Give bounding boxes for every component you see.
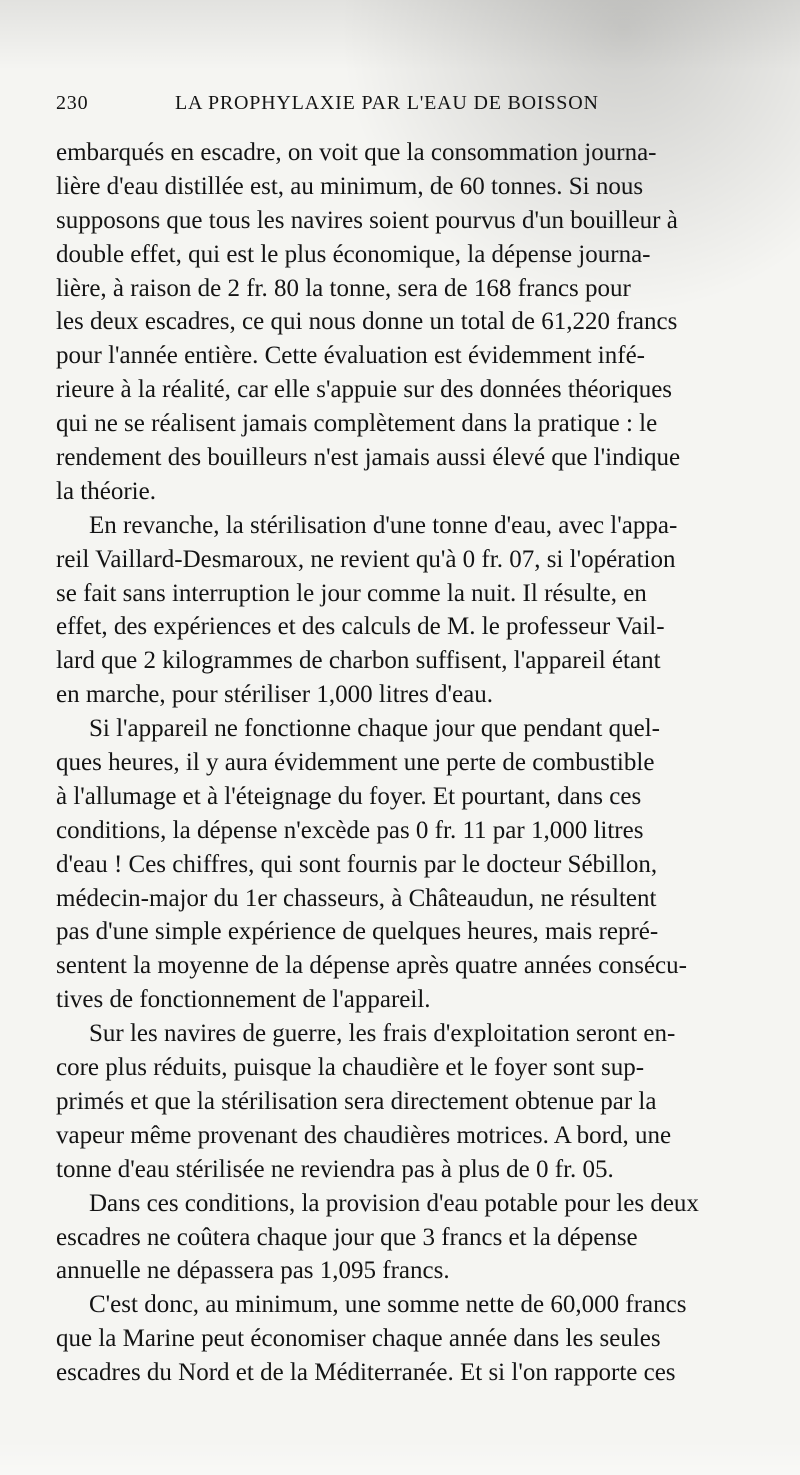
- text-line: tonne d'eau stérilisée ne reviendra pas à plus de 0 fr. 05.: [56, 1155, 614, 1183]
- text-line: escadres du Nord et de la Méditerranée. Et si l'on rapporte ces: [56, 1359, 676, 1387]
- text-line: lière, à raison de 2 fr. 80 la tonne, sera de 168 francs pour: [56, 274, 631, 302]
- text-line: effet, des expériences et des calculs de M. le professeur Vail-: [56, 613, 665, 641]
- text-line: embarqués en escadre, on voit que la consommation journa-: [56, 139, 657, 166]
- text-line: rieure à la réalité, car elle s'appuie sur des données théoriques: [56, 376, 673, 404]
- text-line: pas d'une simple expérience de quelques heures, mais repré-: [56, 918, 659, 946]
- running-head-title: LA PROPHYLAXIE PAR L'EAU DE BOISSON: [175, 92, 599, 114]
- text-line: rendement des bouilleurs n'est jamais aussi élevé que l'indique: [56, 444, 681, 472]
- text-line: primés et que la stérilisation sera directement obtenue par la: [56, 1087, 657, 1115]
- paragraph-first-line: C'est donc, au minimum, une somme nette de 60,000 francs: [89, 1291, 687, 1319]
- text-line: à l'allumage et à l'éteignage du foyer. Et pourtant, dans ces: [56, 782, 642, 810]
- paragraph-first-line: Sur les navires de guerre, les frais d'exploitation seront en-: [89, 1020, 676, 1048]
- text-line: reil Vaillard-Desmaroux, ne revient qu'à 0 fr. 07, si l'opération: [56, 545, 676, 573]
- scan-edge-shadow: [0, 1440, 800, 1475]
- text-line: escadres ne coûtera chaque jour que 3 francs et la dépense: [56, 1223, 638, 1251]
- page-number: 230: [56, 92, 89, 114]
- body-text: [56, 136, 756, 1390]
- text-line: la théorie.: [56, 477, 156, 505]
- text-line: en marche, pour stériliser 1,000 litres d'eau.: [56, 681, 493, 709]
- text-line: lard que 2 kilogrammes de charbon suffisent, l'appareil étant: [56, 647, 661, 675]
- paragraph-first-line: En revanche, la stérilisation d'une tonne d'eau, avec l'appa-: [89, 511, 678, 539]
- text-line: lière d'eau distillée est, au minimum, de 60 tonnes. Si nous: [56, 172, 644, 200]
- text-line: pour l'année entière. Cette évaluation est évidemment infé-: [56, 342, 645, 370]
- text-line: core plus réduits, puisque la chaudière et le foyer sont sup-: [56, 1054, 645, 1082]
- text-line: d'eau ! Ces chiffres, qui sont fournis par le docteur Sébillon,: [56, 850, 658, 878]
- text-line: ques heures, il y aura évidemment une perte de combustible: [56, 749, 655, 777]
- text-line: se fait sans interruption le jour comme la nuit. Il résulte, en: [56, 579, 647, 607]
- paragraph-first-line: Si l'appareil ne fonctionne chaque jour que pendant quel-: [89, 715, 660, 743]
- text-line: que la Marine peut économiser chaque année dans les seules: [56, 1325, 661, 1353]
- text-line: qui ne se réalisent jamais complètement dans la pratique : le: [56, 410, 658, 438]
- text-line: annuelle ne dépassera pas 1,095 francs.: [56, 1257, 450, 1285]
- text-line: supposons que tous les navires soient pourvus d'un bouilleur à: [56, 206, 678, 234]
- paragraph-first-line: Dans ces conditions, la provision d'eau potable pour les deux: [89, 1189, 699, 1217]
- text-line: double effet, qui est le plus économique, la dépense journa-: [56, 240, 651, 268]
- text-line: sentent la moyenne de la dépense après quatre années consécu-: [56, 952, 687, 980]
- text-line: vapeur même provenant des chaudières motrices. A bord, une: [56, 1121, 672, 1149]
- running-head: [56, 92, 766, 120]
- text-line: les deux escadres, ce qui nous donne un total de 61,220 francs: [56, 308, 678, 336]
- text-line: tives de fonctionnement de l'appareil.: [56, 986, 431, 1014]
- text-line: médecin-major du 1er chasseurs, à Châteaudun, ne résultent: [56, 884, 657, 912]
- text-line: conditions, la dépense n'excède pas 0 fr. 11 par 1,000 litres: [56, 816, 644, 844]
